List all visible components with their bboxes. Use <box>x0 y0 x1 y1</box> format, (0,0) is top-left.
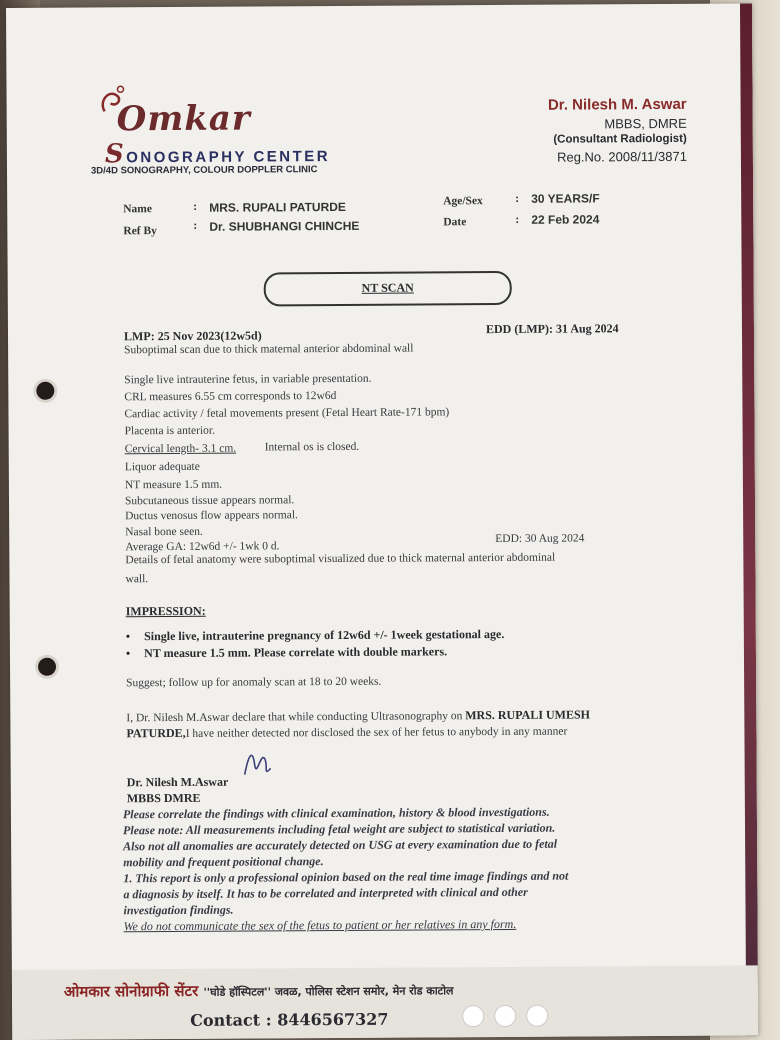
declaration-line-2 <box>126 724 567 742</box>
report-title-box <box>264 271 512 307</box>
impression-point: • Single live, intrauterine pregnancy of 12w6d +/- 1week gestational age. <box>126 627 505 644</box>
agesex-sep: : <box>515 192 520 205</box>
note-line: Please note: All measurements including fetal weight are subject to statistical variation. <box>122 820 556 838</box>
note-line: mobility and frequent positional change. <box>123 854 324 870</box>
declaration-text: I have neither detected nor disclosed the sex of her fetus to anybody in any manner <box>185 725 568 740</box>
declaration-patient-name: MRS. RUPALI UMESH <box>465 707 591 723</box>
finding-line: Liquor adequate <box>124 460 200 474</box>
report-date: 22 Feb 2024 <box>531 212 600 227</box>
date-sep: : <box>515 213 520 226</box>
clinic-subtitle: 3D/4D SONOGRAPHY, COLOUR DOPPLER CLINIC <box>90 164 318 177</box>
name-label: Name <box>123 203 153 216</box>
name-sep: : <box>193 200 198 213</box>
declaration-line-1 <box>126 707 590 725</box>
date-label: Date <box>443 216 467 229</box>
footer-clinic-name: ओमकार सोनोग्राफी सेंटर <box>63 981 199 1001</box>
footer-contact: Contact : 8446567327 <box>190 1009 389 1030</box>
finding-line: wall. <box>125 573 149 586</box>
footer-decoration <box>456 1005 548 1033</box>
finding-line: Ductus venosus flow appears normal. <box>125 509 298 523</box>
suggestion: Suggest; follow up for anomaly scan at 18 to 20 weeks. <box>126 675 382 690</box>
punch-hole-top <box>36 382 54 400</box>
finding-line: Single live intrauterine fetus, in variable presentation. <box>124 372 372 387</box>
finding-line: Nasal bone seen. <box>125 525 203 539</box>
signoff-name: Dr. Nilesh M.Aswar <box>126 774 229 790</box>
ref-sep: : <box>193 219 198 232</box>
declaration-text: I, Dr. Nilesh M.Aswar declare that while conducting Ultrasonography on <box>126 710 466 725</box>
report-title: NT SCAN <box>361 280 414 295</box>
impression-heading: IMPRESSION: <box>125 603 206 619</box>
footer-dot <box>526 1005 548 1027</box>
footer-address: ''घोडे हॉस्पिटल'' जवळ, पोलिस स्टेशन समोर, मेन रोड काटोल <box>203 984 454 999</box>
finding-line: EDD: 30 Aug 2024 <box>495 532 585 546</box>
note-line: a diagnosis by itself. It has to be correlated and interpreted with clinical and other <box>123 884 528 902</box>
edd-lmp: EDD (LMP): 31 Aug 2024 <box>485 321 619 337</box>
note-line: We do not communicate the sex of the fetus to patient or her relatives in any form. <box>123 916 517 934</box>
finding-line: Internal os is closed. <box>264 440 360 454</box>
finding-line: CRL measures 6.55 cm corresponds to 12w6d <box>124 389 337 404</box>
note-line: investigation findings. <box>123 902 234 918</box>
note-line: Please correlate the findings with clinical examination, history & blood investigations. <box>122 804 550 822</box>
signoff-degree: MBBS DMRE <box>126 790 201 806</box>
patient-agesex: 30 YEARS/F <box>531 191 600 206</box>
clinic-logo-word: Omkar <box>116 98 251 140</box>
report-sheet <box>6 3 758 1040</box>
footer-band <box>12 965 758 1040</box>
footer-dot <box>462 1005 484 1027</box>
lmp: LMP: 25 Nov 2023(12w5d) <box>123 328 262 344</box>
clinic-name-rest: ONOGRAPHY CENTER <box>126 148 331 167</box>
finding-line: Cervical length- 3.1 cm. <box>124 442 237 456</box>
declaration-patient-surname: PATURDE, <box>126 725 186 741</box>
ref-label: Ref By <box>123 225 157 238</box>
doctor-degree: MBBS, DMRE <box>604 115 687 132</box>
finding-line: NT measure 1.5 mm. <box>124 478 223 492</box>
finding-line: Placenta is anterior. <box>124 424 215 438</box>
patient-name: MRS. RUPALI PATURDE <box>209 199 346 215</box>
finding-line: Details of fetal anatomy were suboptimal visualized due to thick maternal anterior abdominal <box>125 551 556 567</box>
ref-doctor: Dr. SHUBHANGI CHINCHE <box>209 218 360 234</box>
clinic-name-initial: S <box>104 139 127 170</box>
finding-line: Subcutaneous tissue appears normal. <box>124 494 295 508</box>
doctor-name: Dr. Nilesh M. Aswar <box>547 95 687 114</box>
doctor-role: (Consultant Radiologist) <box>553 132 687 146</box>
note-line: Also not all anomalies are accurately detected on USG at every examination due to fetal <box>123 836 558 854</box>
finding-line: Cardiac activity / fetal movements present (Fetal Heart Rate-171 bpm) <box>124 406 450 421</box>
footer-dot <box>494 1005 516 1027</box>
signature-scribble <box>241 744 275 784</box>
doctor-reg: Reg.No. 2008/11/3871 <box>557 148 687 165</box>
punch-hole-bottom <box>38 658 56 676</box>
finding-line: Average GA: 12w6d +/- 1wk 0 d. <box>125 540 280 554</box>
note-line: 1. This report is only a professional opinion based on the real time image findings and not <box>123 868 569 886</box>
footer-clinic <box>64 979 454 1001</box>
impression-point: • NT measure 1.5 mm. Please correlate with double markers. <box>126 644 447 661</box>
suboptimal-note: Suboptimal scan due to thick maternal anterior abdominal wall <box>124 342 414 357</box>
agesex-label: Age/Sex <box>443 195 483 208</box>
